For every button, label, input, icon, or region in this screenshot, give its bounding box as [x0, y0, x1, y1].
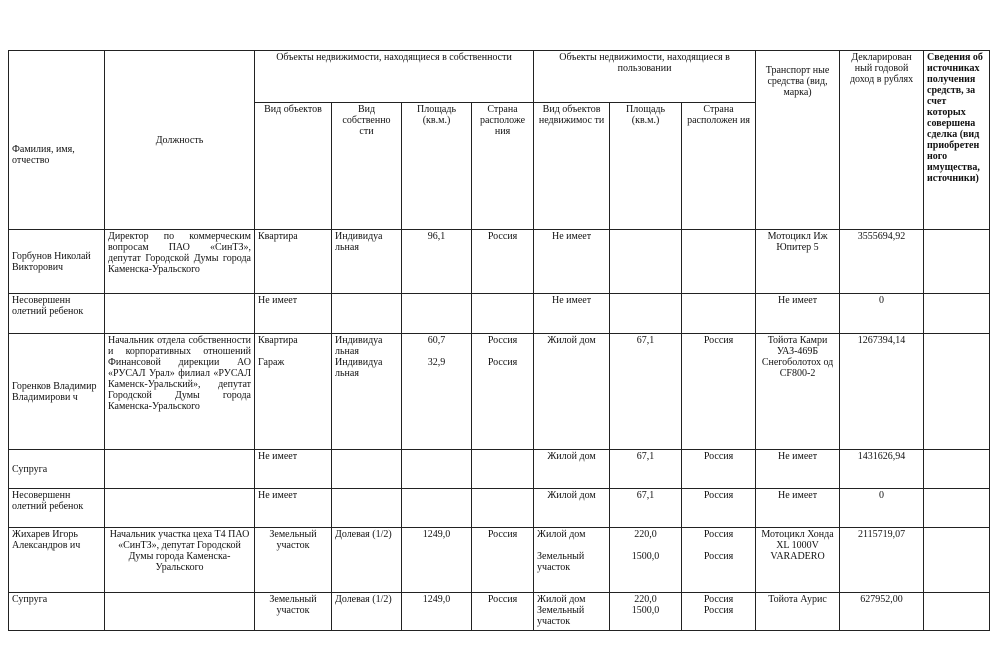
cell-owned-type: Не имеет [255, 489, 332, 528]
header-transport: Транспорт ные средства (вид, марка) [756, 51, 840, 230]
cell-transport: Не имеет [756, 489, 840, 528]
table-row [9, 593, 990, 631]
cell-name: Супруга [9, 593, 105, 631]
table-row [9, 334, 990, 450]
cell-owned-area: 60,7 32,9 [402, 334, 472, 450]
cell-owned-area [402, 489, 472, 528]
cell-owned-kind: Индивидуа льная Индивидуа льная [332, 334, 402, 450]
header-sources: Сведения об источниках получения средств, за счет которых совершена сделка (вид приобретен ного имущества, источники) [924, 51, 990, 230]
cell-transport: Мотоцикл Хонда XL 1000V VARADERO [756, 528, 840, 593]
cell-owned-type: Квартира [255, 230, 332, 294]
cell-used-type: Жилой дом [534, 334, 610, 450]
cell-income: 0 [840, 294, 924, 334]
declaration-table [8, 50, 990, 631]
cell-owned-area [402, 450, 472, 489]
header-owned-area: Площадь (кв.м.) [402, 103, 472, 230]
cell-owned-type: Земельный участок [255, 593, 332, 631]
cell-position [105, 450, 255, 489]
cell-owned-area: 96,1 [402, 230, 472, 294]
cell-used-type: Жилой дом Земельный участок [534, 593, 610, 631]
header-fio: Фамилия, имя, отчество [9, 51, 105, 230]
cell-sources [924, 230, 990, 294]
cell-owned-country: Россия [472, 593, 534, 631]
cell-used-area: 220,0 1500,0 [610, 528, 682, 593]
header-position: Должность [105, 51, 255, 230]
cell-used-type: Жилой дом Земельный участок [534, 528, 610, 593]
cell-used-type: Жилой дом [534, 489, 610, 528]
cell-owned-kind: Индивидуа льная [332, 230, 402, 294]
cell-position [105, 593, 255, 631]
cell-used-country [682, 294, 756, 334]
cell-owned-kind [332, 450, 402, 489]
cell-owned-type: Не имеет [255, 294, 332, 334]
cell-owned-country [472, 294, 534, 334]
cell-transport: Не имеет [756, 450, 840, 489]
cell-transport: Мотоцикл Иж Юпитер 5 [756, 230, 840, 294]
cell-owned-type: Не имеет [255, 450, 332, 489]
table-row [9, 294, 990, 334]
table-row [9, 489, 990, 528]
cell-name: Горенков Владимир Владимирови ч [9, 334, 105, 450]
cell-name: Горбунов Николай Викторович [9, 230, 105, 294]
cell-used-type: Не имеет [534, 230, 610, 294]
cell-used-area: 67,1 [610, 489, 682, 528]
cell-used-type: Не имеет [534, 294, 610, 334]
table-row [9, 230, 990, 294]
cell-transport: Тойота Камри УАЗ-469Б Снегоболотох од CF800-2 [756, 334, 840, 450]
cell-sources [924, 334, 990, 450]
cell-owned-kind: Долевая (1/2) [332, 593, 402, 631]
cell-position: Начальник отдела собственности и корпоративных отношений Финансовой дирекции АО «РУСАЛ Урал» филиал «РУСАЛ Каменск-Уральский», депутат Городской Думы города Каменска-Уральского [105, 334, 255, 450]
cell-sources [924, 450, 990, 489]
cell-owned-area: 1249,0 [402, 593, 472, 631]
cell-income: 0 [840, 489, 924, 528]
cell-owned-area [402, 294, 472, 334]
cell-used-country: Россия Россия [682, 528, 756, 593]
cell-income: 627952,00 [840, 593, 924, 631]
cell-name: Несовершенн олетний ребенок [9, 294, 105, 334]
header-owned-group: Объекты недвижимости, находящиеся в собственности [255, 51, 534, 103]
cell-income: 3555694,92 [840, 230, 924, 294]
cell-owned-type: Земельный участок [255, 528, 332, 593]
cell-used-area [610, 294, 682, 334]
cell-used-area: 67,1 [610, 334, 682, 450]
cell-owned-country: Россия [472, 230, 534, 294]
cell-owned-kind [332, 489, 402, 528]
header-used-group: Объекты недвижимости, находящиеся в пользовании [534, 51, 756, 103]
cell-used-area: 220,0 1500,0 [610, 593, 682, 631]
cell-transport: Не имеет [756, 294, 840, 334]
cell-name: Несовершенн олетний ребенок [9, 489, 105, 528]
cell-sources [924, 528, 990, 593]
header-owned-kind: Вид собственно сти [332, 103, 402, 230]
cell-position [105, 294, 255, 334]
cell-sources [924, 294, 990, 334]
cell-income: 2115719,07 [840, 528, 924, 593]
cell-used-country: Россия [682, 450, 756, 489]
header-owned-type: Вид объектов [255, 103, 332, 230]
cell-owned-country [472, 450, 534, 489]
cell-used-type: Жилой дом [534, 450, 610, 489]
cell-owned-kind: Долевая (1/2) [332, 528, 402, 593]
cell-used-country: Россия [682, 489, 756, 528]
cell-used-area [610, 230, 682, 294]
header-income: Декларирован ный годовой доход в рублях [840, 51, 924, 230]
table-row [9, 528, 990, 593]
cell-position: Директор по коммерческим вопросам ПАО «СинТЗ», депутат Городской Думы города Каменска-Уральского [105, 230, 255, 294]
cell-owned-country: Россия Россия [472, 334, 534, 450]
header-used-type: Вид объектов недвижимос ти [534, 103, 610, 230]
cell-sources [924, 489, 990, 528]
header-used-area: Площадь (кв.м.) [610, 103, 682, 230]
cell-income: 1267394,14 [840, 334, 924, 450]
cell-used-country: Россия [682, 334, 756, 450]
table-row [9, 450, 990, 489]
cell-name: Супруга [9, 450, 105, 489]
cell-owned-type: Квартира Гараж [255, 334, 332, 450]
cell-transport: Тойота Аурис [756, 593, 840, 631]
cell-position [105, 489, 255, 528]
cell-sources [924, 593, 990, 631]
cell-used-country: Россия Россия [682, 593, 756, 631]
cell-used-country [682, 230, 756, 294]
header-used-country: Страна расположен ия [682, 103, 756, 230]
cell-owned-country [472, 489, 534, 528]
cell-owned-area: 1249,0 [402, 528, 472, 593]
header-owned-country: Страна расположе ния [472, 103, 534, 230]
cell-name: Жихарев Игорь Александров ич [9, 528, 105, 593]
cell-owned-kind [332, 294, 402, 334]
cell-used-area: 67,1 [610, 450, 682, 489]
cell-income: 1431626,94 [840, 450, 924, 489]
cell-owned-country: Россия [472, 528, 534, 593]
cell-position: Начальник участка цеха Т4 ПАО «СинТЗ», депутат Городской Думы города Каменска-Уральского [105, 528, 255, 593]
